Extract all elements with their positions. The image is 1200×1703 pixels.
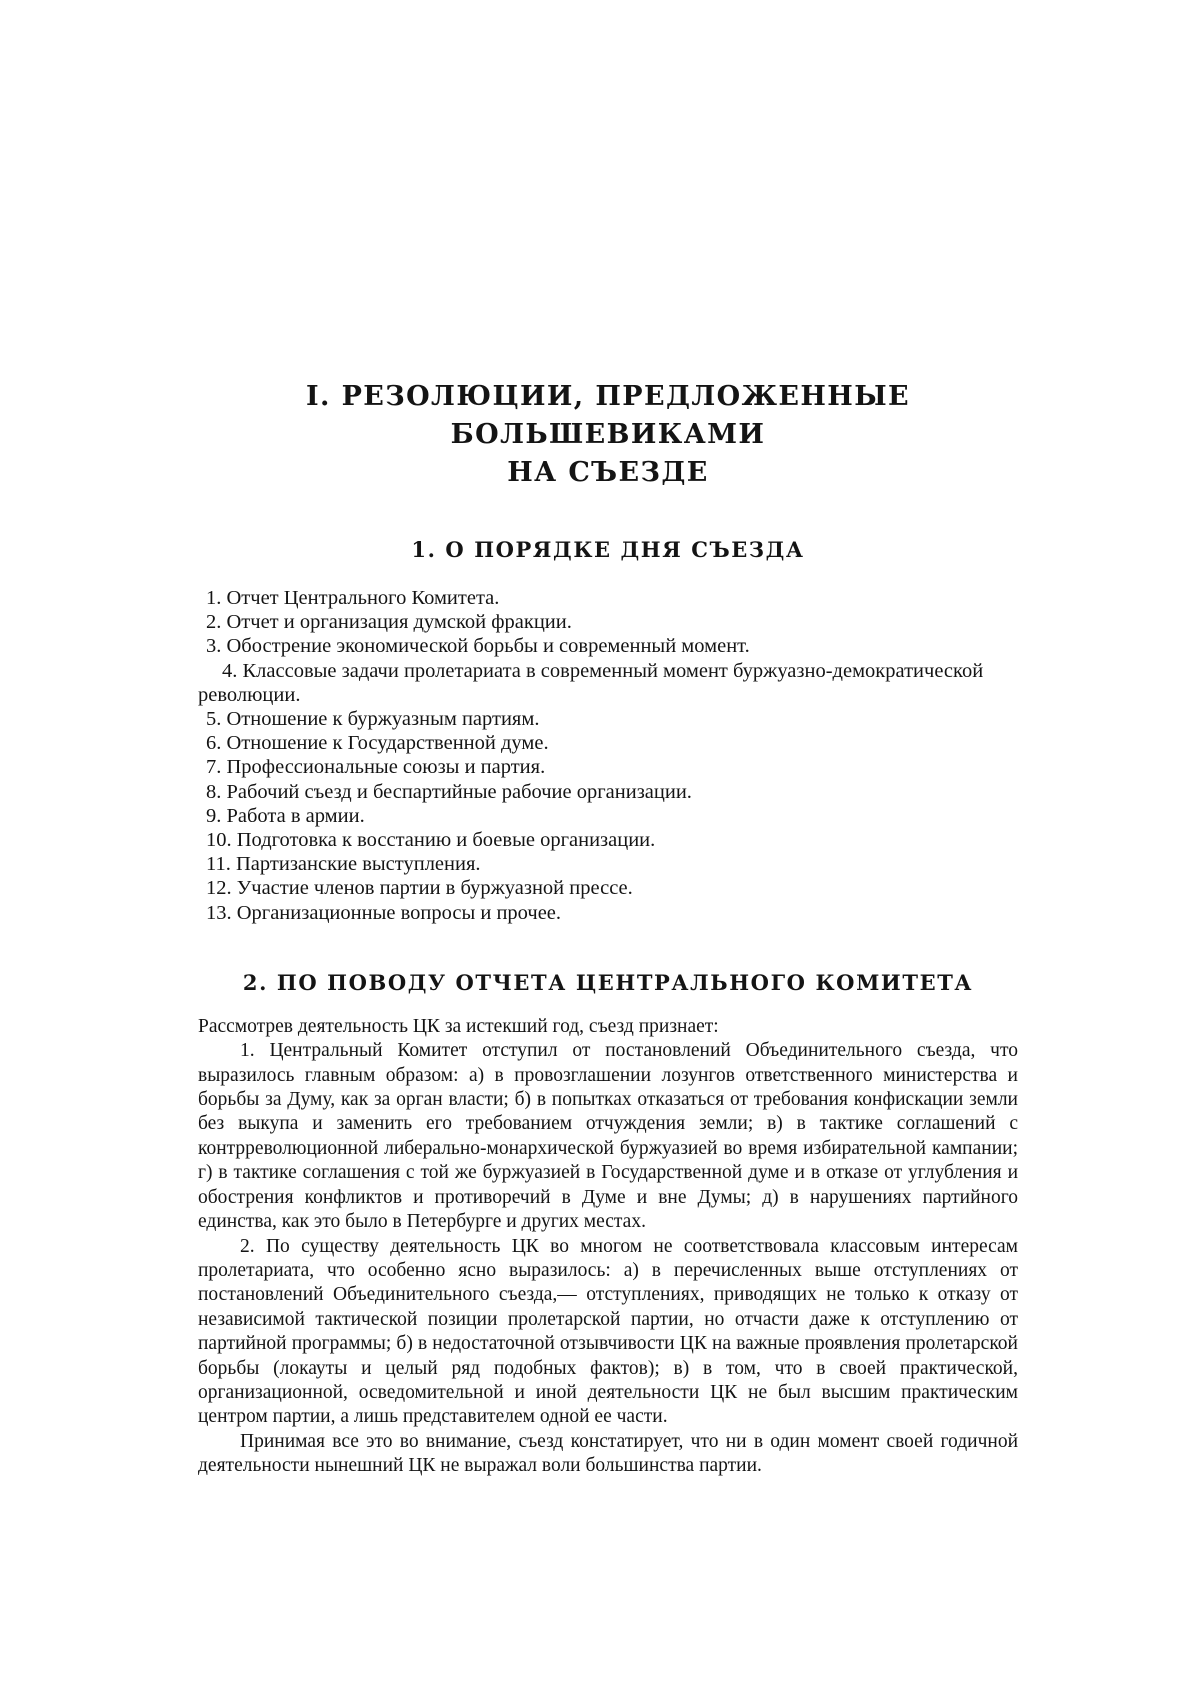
- body-paragraph: 1. Центральный Комитет отступил от постановлений Объединительного съезда, что выразилось главным образом: а) в провозглашении лозунгов ответственного министерства и борьбы за Думу, как за орган власти; б) в попытках отказаться от требования конфискации земли без выкупа и заменить его требованием отчуждения земли; в) в тактике соглашений с контрреволюционной либерально-монархической буржуазией во время избирательной кампании; г) в тактике соглашения с той же буржуазией в Государственной думе и в отказе от углубления и обострения конфликтов и противоречий в Думе и вне Думы; д) в нарушениях партийного единства, как это было в Петербурге и других местах.: [198, 1040, 1018, 1233]
- agenda-item-number: 12.: [206, 877, 232, 900]
- agenda-item-text: Рабочий съезд и беспартийные рабочие организации.: [226, 780, 692, 803]
- section-2-title: 2. ПО ПОВОДУ ОТЧЕТА ЦЕНТРАЛЬНОГО КОМИТЕТА: [242, 969, 974, 995]
- agenda-item: [198, 707, 1018, 731]
- agenda-item-text: Отношение к Государственной думе.: [226, 732, 549, 755]
- document-page: [198, 378, 1018, 1479]
- agenda-item-number: 5.: [206, 708, 222, 731]
- agenda-item-text: Отчет и организация думской фракции.: [226, 611, 572, 634]
- intro-paragraph: Рассмотрев деятельность ЦК за истекший год, съезд признает:: [198, 1015, 719, 1037]
- agenda-item-number: 10.: [206, 829, 232, 852]
- agenda-item-text: Подготовка к восстанию и боевые организации.: [236, 829, 656, 852]
- agenda-item: [198, 731, 1018, 755]
- agenda-item-number: 7.: [206, 756, 222, 779]
- agenda-item: [198, 659, 1018, 707]
- agenda-item-text: Отношение к буржуазным партиям.: [226, 708, 540, 731]
- agenda-item-number: 2.: [206, 611, 222, 634]
- agenda-item-text: Классовые задачи пролетариата в современный момент буржуазно-демократической революции.: [198, 659, 984, 706]
- agenda-item: [198, 901, 1018, 925]
- agenda-item-text: Работа в армии.: [226, 804, 365, 827]
- agenda-item-number: 11.: [206, 853, 231, 876]
- section-1-title: 1. О ПОРЯДКЕ ДНЯ СЪЕЗДА: [411, 537, 805, 562]
- agenda-item-text: Обострение экономической борьбы и современный момент.: [226, 635, 750, 658]
- agenda-item: [198, 634, 1018, 658]
- body-paragraph: Принимая все это во внимание, съезд констатирует, что ни в один момент своей годичной деятельности нынешний ЦК не выражал воли большинства партии.: [198, 1430, 1018, 1477]
- agenda-item-number: 13.: [206, 901, 232, 924]
- agenda-list: [198, 586, 1018, 925]
- agenda-item-number: 3.: [206, 635, 222, 658]
- agenda-item: [198, 876, 1018, 900]
- agenda-item-text: Отчет Центрального Комитета.: [226, 587, 500, 609]
- main-title-line-2: НА СЪЕЗДЕ: [507, 457, 709, 488]
- section-2-body: [198, 1015, 1018, 1479]
- agenda-item-number: 1.: [206, 587, 222, 609]
- main-title-line-1: I. РЕЗОЛЮЦИИ, ПРЕДЛОЖЕННЫЕ БОЛЬШЕВИКАМИ: [305, 381, 911, 450]
- agenda-item: [198, 852, 1018, 876]
- agenda-item-text: Организационные вопросы и прочее.: [236, 901, 562, 924]
- agenda-item: [198, 780, 1018, 804]
- agenda-item-number: 6.: [206, 732, 222, 755]
- agenda-item: [198, 755, 1018, 779]
- agenda-item-number: 9.: [206, 804, 222, 827]
- agenda-item-text: Участие членов партии в буржуазной прессе.: [236, 877, 633, 900]
- agenda-item: [198, 804, 1018, 828]
- agenda-item-text: Профессиональные союзы и партия.: [226, 756, 546, 779]
- agenda-item-number: 4.: [222, 659, 238, 682]
- body-paragraph: 2. По существу деятельность ЦК во многом не соответствовала классовым интересам пролетариата, что особенно ясно выразилось: а) в перечисленных выше отступлениях от постановлений Объединительного съезда,— отступлениях, приводящих не только к отказу от независимой тактической позиции пролетарской партии, но отчасти даже к отступлению от партийной программы; б) в недостаточной отзывчивости ЦК на важные проявления пролетарской борьбы (локауты и целый ряд подобных фактов); в) в том, что в своей практической, организационной, осведомительной и иной деятельности ЦК не был высшим практическим центром партии, а лишь представителем одной ее части.: [198, 1235, 1018, 1428]
- agenda-item: [198, 610, 1018, 634]
- main-title: [198, 378, 1018, 492]
- agenda-item: [198, 828, 1018, 852]
- agenda-item-number: 8.: [206, 780, 222, 803]
- agenda-item-text: Партизанские выступления.: [236, 853, 481, 876]
- agenda-item: [198, 586, 1018, 610]
